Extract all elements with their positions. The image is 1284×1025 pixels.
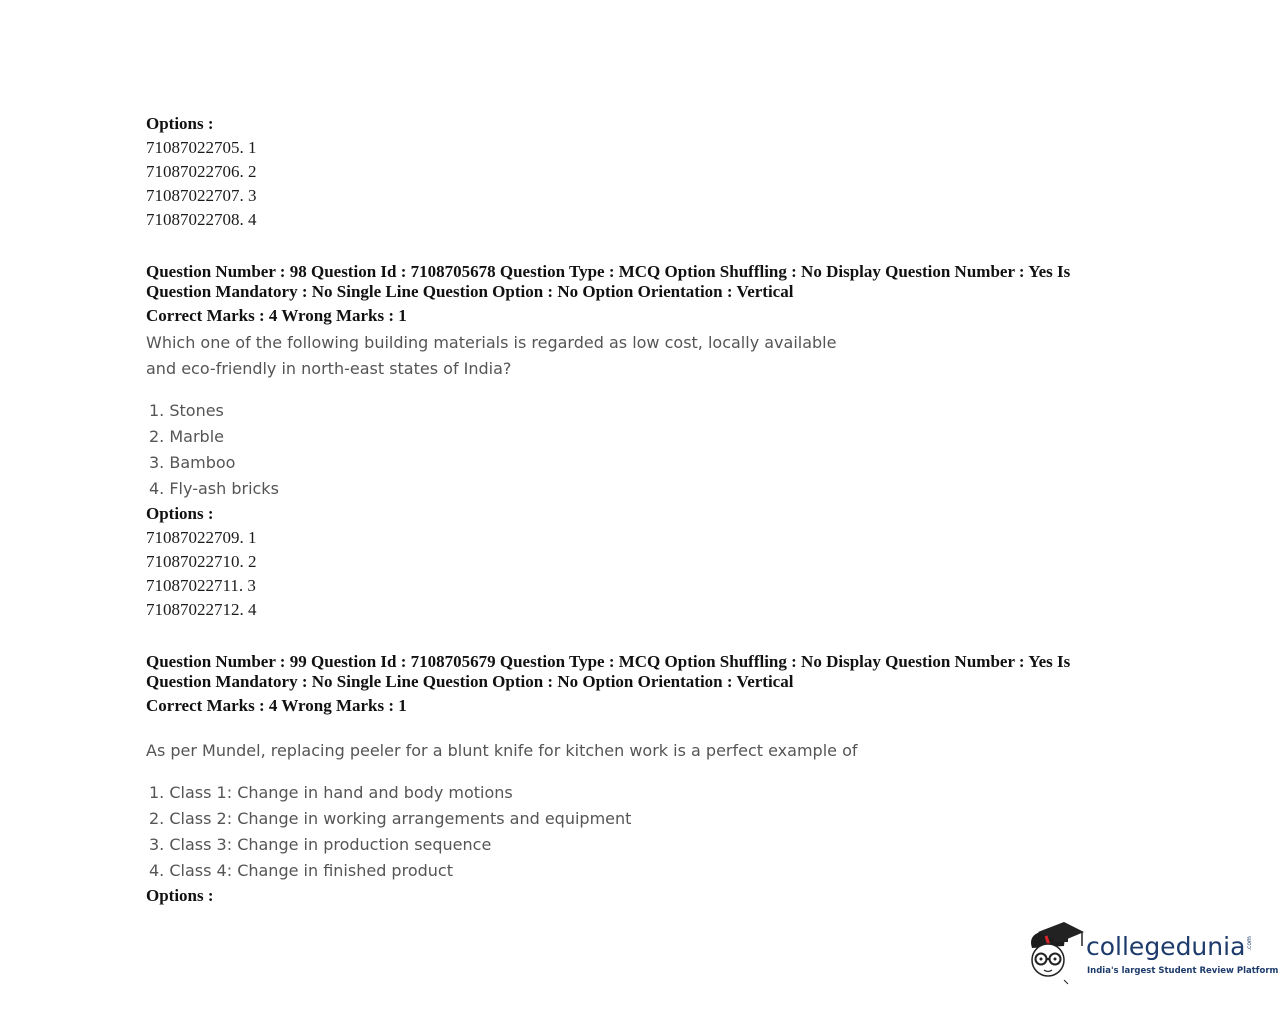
document-page	[146, 112, 1106, 908]
mascot-graduation-cap-icon	[1024, 918, 1086, 988]
logo-tagline: India's largest Student Review Platform	[1087, 966, 1279, 976]
options-block-q97	[146, 112, 1106, 232]
option-id: 71087022708. 4	[146, 210, 257, 229]
question-meta: Question Mandatory : No Single Line Question Option : No Option Orientation : Vertical	[146, 282, 794, 301]
question-marks: Correct Marks : 4 Wrong Marks : 1	[146, 696, 407, 715]
collegedunia-logo	[1024, 918, 1279, 990]
logo-name: collegedunia	[1086, 932, 1246, 961]
answer-choice: 3. Class 3: Change in production sequence	[149, 835, 492, 854]
question-99	[146, 652, 1106, 908]
question-text-line: and eco-friendly in north-east states of India?	[146, 359, 512, 378]
question-meta: Question Number : 99 Question Id : 7108705679 Question Type : MCQ Option Shuffling : No Display Question Number : Yes Is	[146, 652, 1071, 671]
question-text	[146, 738, 1106, 764]
answer-choices	[146, 398, 1106, 502]
answer-choice: 1. Class 1: Change in hand and body motions	[149, 783, 513, 802]
option-id: 71087022707. 3	[146, 186, 257, 205]
option-id: 71087022705. 1	[146, 138, 257, 157]
answer-choice: 2. Marble	[149, 427, 224, 446]
options-label: Options :	[146, 114, 214, 133]
question-meta: Question Number : 98 Question Id : 7108705678 Question Type : MCQ Option Shuffling : No Display Question Number : Yes Is	[146, 262, 1071, 281]
question-98	[146, 262, 1106, 622]
question-marks: Correct Marks : 4 Wrong Marks : 1	[146, 306, 407, 325]
question-meta: Question Mandatory : No Single Line Question Option : No Option Orientation : Vertical	[146, 672, 794, 691]
options-label: Options :	[146, 886, 214, 905]
question-text	[146, 330, 1106, 382]
option-id: 71087022706. 2	[146, 162, 257, 181]
option-id: 71087022712. 4	[146, 600, 257, 619]
question-text-line: Which one of the following building materials is regarded as low cost, locally available	[146, 333, 837, 352]
answer-choice: 4. Fly-ash bricks	[149, 479, 279, 498]
option-id: 71087022711. 3	[146, 576, 256, 595]
answer-choice: 3. Bamboo	[149, 453, 236, 472]
answer-choices	[146, 780, 1106, 884]
answer-choice: 4. Class 4: Change in finished product	[149, 861, 453, 880]
options-label: Options :	[146, 504, 214, 523]
logo-suffix: .com	[1245, 936, 1253, 951]
question-text-line: As per Mundel, replacing peeler for a blunt knife for kitchen work is a perfect example of	[146, 741, 858, 760]
answer-choice: 2. Class 2: Change in working arrangements and equipment	[149, 809, 632, 828]
option-id: 71087022709. 1	[146, 528, 257, 547]
answer-choice: 1. Stones	[149, 401, 224, 420]
option-id: 71087022710. 2	[146, 552, 257, 571]
